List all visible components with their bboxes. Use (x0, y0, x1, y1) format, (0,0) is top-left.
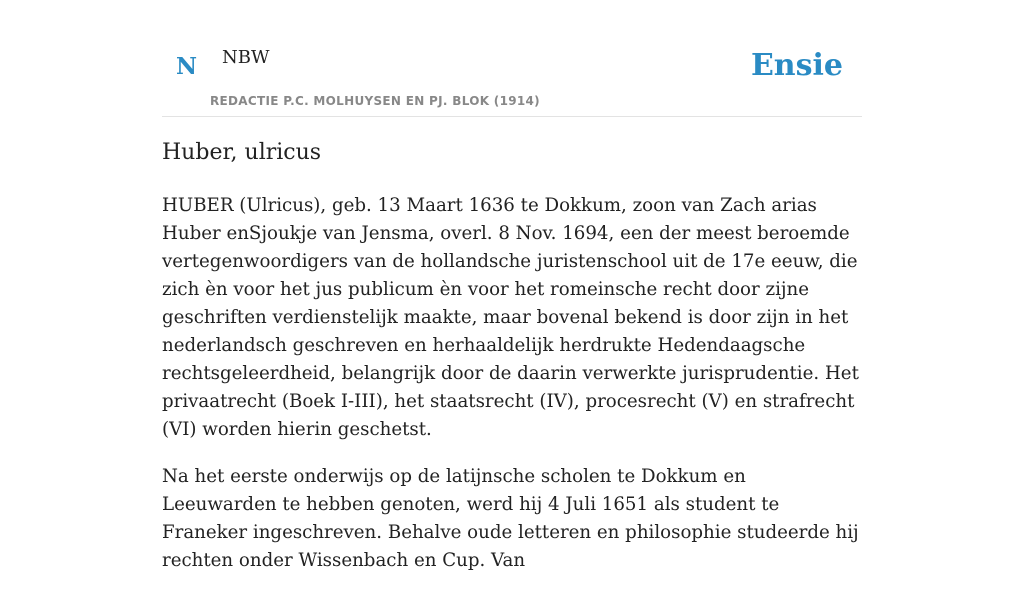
article-paragraph: HUBER (Ulricus), geb. 13 Maart 1636 te Dokkum, zoon van Zach arias Huber enSjoukje van Jensma, overl. 8 Nov. 1694, een der meest beroemde vertegenwoordigers van de hollandsche juristenschool uit de 17e eeuw, die zich èn voor het jus publicum èn voor het romeinsche recht door zijne geschriften verdienstelijk maakte, maar bovenal bekend is door zijn in het nederlandsch geschreven en herhaaldelijk herdrukte Hedendaagsche rechtsgeleerdheid, belangrijk door de daarin verwerkte jurisprudentie. Het privaatrecht (Boek I-III), het staatsrecht (IV), procesrecht (V) en strafrecht (VI) worden hierin geschetst. (162, 195, 859, 440)
article-body (162, 192, 862, 594)
source-logo[interactable]: N (176, 53, 198, 80)
source-subtitle: REDACTIE P.C. MOLHUYSEN EN PJ. BLOK (1914) (210, 94, 540, 108)
brand-logo[interactable]: Ensie (750, 48, 843, 83)
source-title[interactable]: NBW (222, 47, 270, 68)
header (162, 0, 862, 117)
article-title: Huber, ulricus (162, 140, 322, 165)
article-paragraph: Na het eerste onderwijs op de latijnsche scholen te Dokkum en Leeuwarden te hebben genoten, werd hij 4 Juli 1651 als student te Franeker ingeschreven. Behalve oude letteren en philosophie studeerde hij rechten onder Wissenbach en Cup. Van (162, 466, 859, 571)
